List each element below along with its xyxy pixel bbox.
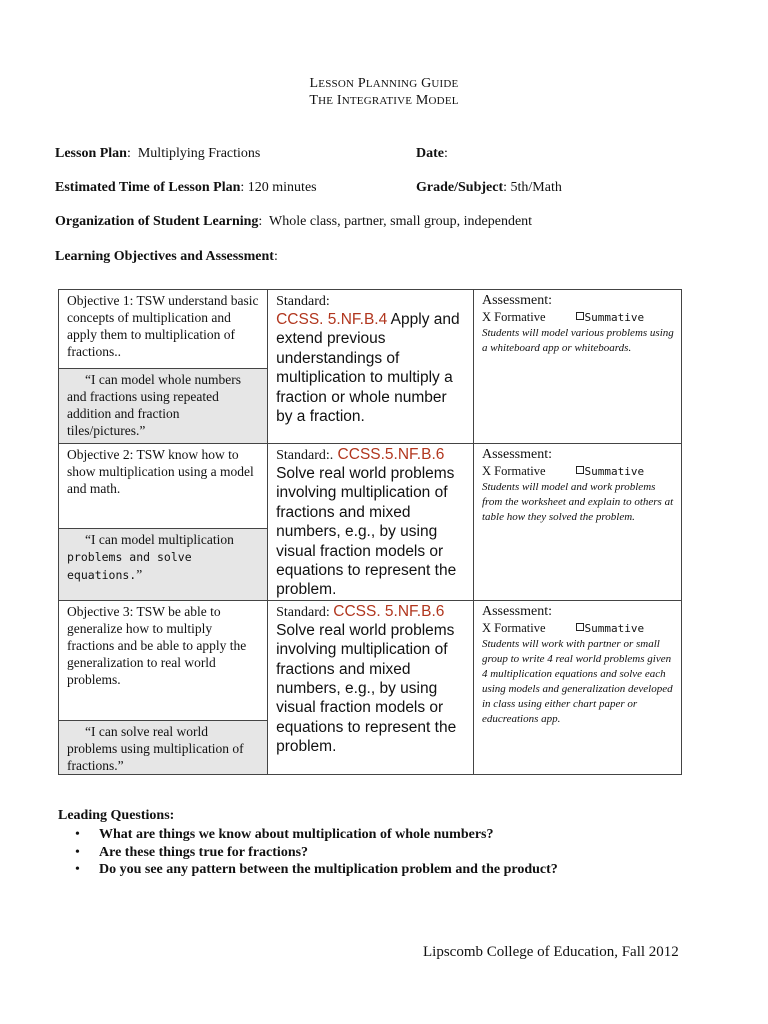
document-title-line-1: LESSON PLANNING GUIDE [309, 76, 459, 91]
assessment-cell: Assessment: X Formative Summative Students will work with partner or small group to write 4 real world problems given 4 multiplication equations and solve each using models and generalization developed in class using either chart paper or educreations app. [473, 600, 681, 774]
grade-value: 5th/Math [510, 180, 562, 195]
leading-questions-heading: Leading Questions: [58, 808, 175, 823]
document-title-line-2: THE INTEGRATIVE MODEL [309, 93, 459, 108]
lesson-plan-field: Lesson Plan: Multiplying Fractions [55, 146, 261, 161]
bullet-icon: • [75, 844, 80, 860]
objective-cell: Objective 2: TSW know how to show multiplication using a model and math. [59, 444, 268, 529]
lesson-plan-value: Multiplying Fractions [137, 146, 261, 161]
assessment-cell: Assessment: X Formative Summative Students will model and work problems from the worksheet and explain to others at table how they solved the problem. [473, 444, 681, 601]
objectives-heading: Learning Objectives and Assessment: [55, 249, 278, 264]
assessment-type: X Formative Summative [481, 620, 645, 635]
standard-code: CCSS. 5.NF.B.6 [333, 602, 445, 620]
checkbox-icon [576, 623, 584, 631]
objective-cell: Objective 3: TSW be able to generalize how to multiply fractions and be able to apply the generalization to real world problems. [59, 600, 268, 720]
i-can-statement: “I can model whole numbers and fractions using repeated addition and fraction tiles/pictures.” [59, 369, 268, 444]
i-can-statement: “I can model multiplication problems and solve equations.” [59, 528, 268, 600]
assessment-cell: Assessment: X Formative Summative Students will model various problems using a whiteboard app or whiteboards. [473, 290, 681, 444]
standard-cell: Standard:. CCSS.5.NF.B.6 Solve real world problems involving multiplication of fractions and mixed numbers, e.g., by using visual fraction models or equations to represent the problem. [268, 444, 474, 601]
time-value: 120 minutes [247, 180, 317, 195]
bullet-icon: • [75, 862, 80, 877]
assessment-type: X Formative Summative [481, 464, 645, 478]
assessment-description: Students will model various problems using a whiteboard app or whiteboards. [481, 327, 674, 354]
checkbox-icon [576, 466, 584, 474]
table-row [59, 600, 682, 720]
lesson-plan-label: Lesson Plan [55, 146, 127, 161]
grade-field: Grade/Subject: 5th/Math [416, 180, 562, 195]
time-field: Estimated Time of Lesson Plan: 120 minutes [55, 180, 317, 195]
date-label: Date [416, 146, 444, 161]
i-can-statement: “I can solve real world problems using multiplication of fractions.” [59, 720, 268, 774]
assessment-description: Students will model and work problems from the worksheet and explain to others at table how they solved the problem. [481, 481, 674, 523]
leading-questions-list [58, 826, 558, 879]
list-item: • What are things we know about multiplication of whole numbers? [75, 827, 494, 842]
grade-label: Grade/Subject [416, 180, 504, 195]
time-label: Estimated Time of Lesson Plan [55, 180, 241, 195]
organization-value: Whole class, partner, small group, independent [269, 214, 533, 229]
organization-label: Organization of Student Learning [55, 214, 259, 229]
assessment-description: Students will work with partner or small group to write 4 real world problems given 4 multiplication equations and solve each using models and generalization developed in class using either chart paper or educreations app. [481, 637, 673, 725]
checkbox-icon [576, 312, 584, 320]
standard-code: CCSS. 5.NF.B.4 [276, 311, 388, 328]
bullet-icon: • [75, 827, 80, 842]
list-item: • Are these things true for fractions? [75, 844, 309, 860]
organization-field: Organization of Student Learning: Whole class, partner, small group, independent [55, 214, 533, 229]
objectives-table [58, 289, 682, 775]
standard-text: Apply and extend previous understandings of multiplication to multiply a fraction or whole number by a fraction. [276, 311, 460, 426]
standard-cell: Standard: CCSS. 5.NF.B.4 Apply and extend previous understandings of multiplication to multiply a fraction or whole number by a fraction. [268, 290, 474, 444]
assessment-type: X Formative Summative [481, 310, 645, 324]
standard-cell: Standard: CCSS. 5.NF.B.6 Solve real world problems involving multiplication of fractions and mixed numbers, e.g., by using visual fraction models or equations to represent the problem. [268, 600, 474, 774]
date-field: Date: [416, 146, 448, 161]
table-row [59, 290, 682, 369]
standard-text: Solve real world problems involving multiplication of fractions and mixed numbers, e.g., by using visual fraction models or equations to represent the problem. [276, 621, 457, 756]
page-footer: Lipscomb College of Education, Fall 2012 [423, 944, 679, 960]
list-item: • Do you see any pattern between the multiplication problem and the product? [75, 862, 558, 877]
table-row [59, 444, 682, 529]
objective-cell: Objective 1: TSW understand basic concepts of multiplication and apply them to multiplication of fractions.. [59, 290, 268, 369]
standard-code: CCSS.5.NF.B.6 [333, 446, 445, 463]
standard-text: Solve real world problems involving multiplication of fractions and mixed numbers, e.g., by using visual fraction models or equations to represent the problem. [276, 465, 457, 599]
